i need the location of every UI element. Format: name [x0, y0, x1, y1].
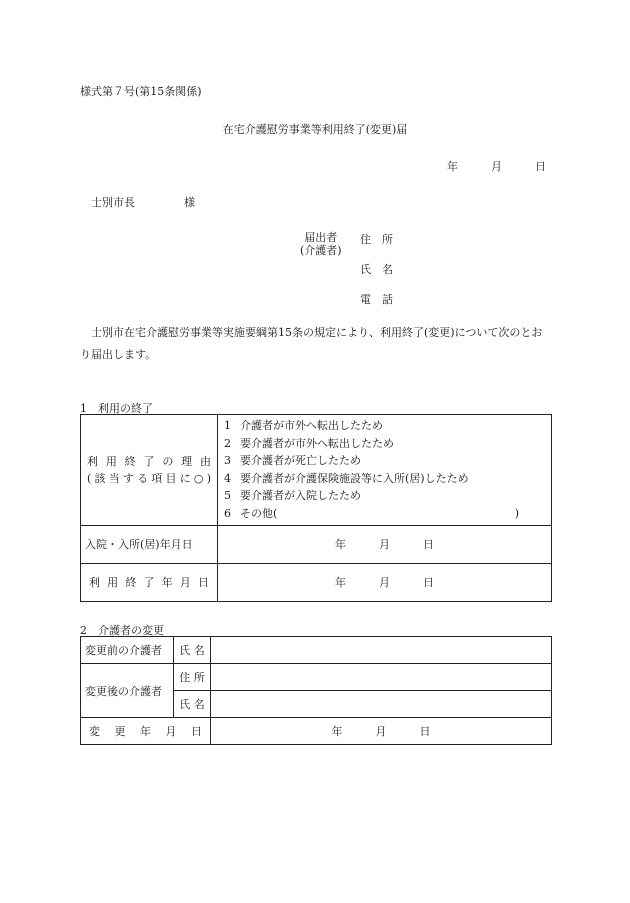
applicant-label-line2: (介護者)	[300, 244, 342, 257]
before-caregiver-label-cell	[81, 637, 174, 664]
reason-text: 介護者が市外へ転出したため	[240, 419, 383, 432]
document-title: 在宅介護慰労事業等利用終了(変更)届	[222, 123, 408, 136]
change-date-label: 変更年月日	[89, 725, 202, 738]
reason-number: 4	[224, 471, 231, 485]
reason-text: 要介護者が死亡したため	[240, 454, 361, 468]
reason-number: 1	[224, 419, 231, 432]
reason-number: 3	[224, 454, 231, 468]
date-year-label: 年	[447, 160, 458, 173]
table-row	[81, 664, 552, 691]
form-number: 様式第７号(第15条関係)	[80, 85, 202, 98]
body-paragraph: 士別市在宅介護慰労事業等実施要綱第15条の規定により、利用終了(変更)について次のとおり届出します。	[80, 326, 543, 361]
table-row	[81, 563, 552, 601]
admission-date-label: 入院・入所(居)年月日	[85, 538, 193, 552]
admission-date-field[interactable]	[218, 525, 552, 563]
after-address-field[interactable]	[211, 664, 552, 691]
date-month-label: 月	[375, 725, 387, 738]
date-year-label: 年	[335, 576, 346, 590]
reasons-cell[interactable]	[218, 415, 552, 526]
after-name-label: 氏 名	[174, 691, 211, 718]
table-row	[81, 525, 552, 563]
date-month-label: 月	[379, 538, 390, 552]
date-year-label: 年	[335, 538, 346, 552]
end-date-label-cell	[81, 563, 218, 601]
reason-text: 要介護者が市外へ転出したため	[240, 436, 394, 450]
table-row	[81, 637, 552, 664]
change-date-label-cell	[81, 718, 211, 745]
date-month-label: 月	[379, 576, 390, 590]
addressee: 士別市長	[91, 196, 135, 209]
submission-date	[447, 158, 546, 174]
list-item[interactable]	[224, 417, 545, 435]
list-item[interactable]	[224, 505, 545, 523]
date-year-label: 年	[331, 725, 343, 738]
reason-number: 6	[224, 506, 231, 520]
after-caregiver-label-cell	[81, 664, 174, 718]
applicant-label	[300, 231, 342, 257]
reason-text: 要介護者が介護保険施設等に入所(居)したため	[240, 471, 469, 485]
reason-label-cell	[81, 415, 218, 526]
end-date-field[interactable]	[218, 563, 552, 601]
reason-label-line1: 利用終了の理由	[87, 454, 211, 468]
change-date-field[interactable]	[211, 718, 552, 745]
applicant-phone-label: 電 話	[360, 293, 393, 306]
section2-heading: 2 介護者の変更	[80, 624, 164, 637]
list-item[interactable]	[224, 487, 545, 505]
list-item[interactable]	[224, 435, 545, 453]
admission-date-label-cell	[81, 525, 218, 563]
list-item[interactable]	[224, 470, 545, 488]
date-day-label: 日	[423, 576, 434, 590]
date-day-label: 日	[535, 160, 546, 173]
reason-text: その他(	[240, 506, 278, 520]
after-caregiver-label: 変更後の介護者	[85, 684, 162, 698]
list-item[interactable]	[224, 452, 545, 470]
date-day-label: 日	[423, 538, 434, 552]
before-name-label: 氏 名	[174, 637, 211, 664]
honorific: 様	[184, 196, 195, 209]
other-close-paren: )	[514, 506, 519, 520]
before-name-field[interactable]	[211, 637, 552, 664]
before-caregiver-label: 変更前の介護者	[85, 644, 162, 657]
reason-number: 5	[224, 489, 231, 503]
end-date-label: 利用終了年月日	[89, 576, 209, 590]
date-month-label: 月	[491, 160, 502, 173]
applicant-name-label: 氏 名	[360, 263, 393, 276]
after-name-field[interactable]	[211, 691, 552, 718]
reason-number: 2	[224, 436, 231, 450]
reason-text: 要介護者が入院したため	[240, 489, 361, 503]
applicant-label-line1: 届出者	[304, 231, 338, 244]
caregiver-change-table	[80, 636, 552, 745]
applicant-address-label: 住 所	[360, 233, 393, 246]
date-day-label: 日	[419, 725, 431, 738]
after-address-label: 住 所	[174, 664, 211, 691]
reason-label-line2: (該当する項目に○)	[87, 471, 211, 485]
termination-table	[80, 414, 552, 602]
table-row	[81, 718, 552, 745]
table-row	[81, 415, 552, 526]
section1-heading: 1 利用の終了	[80, 402, 153, 415]
